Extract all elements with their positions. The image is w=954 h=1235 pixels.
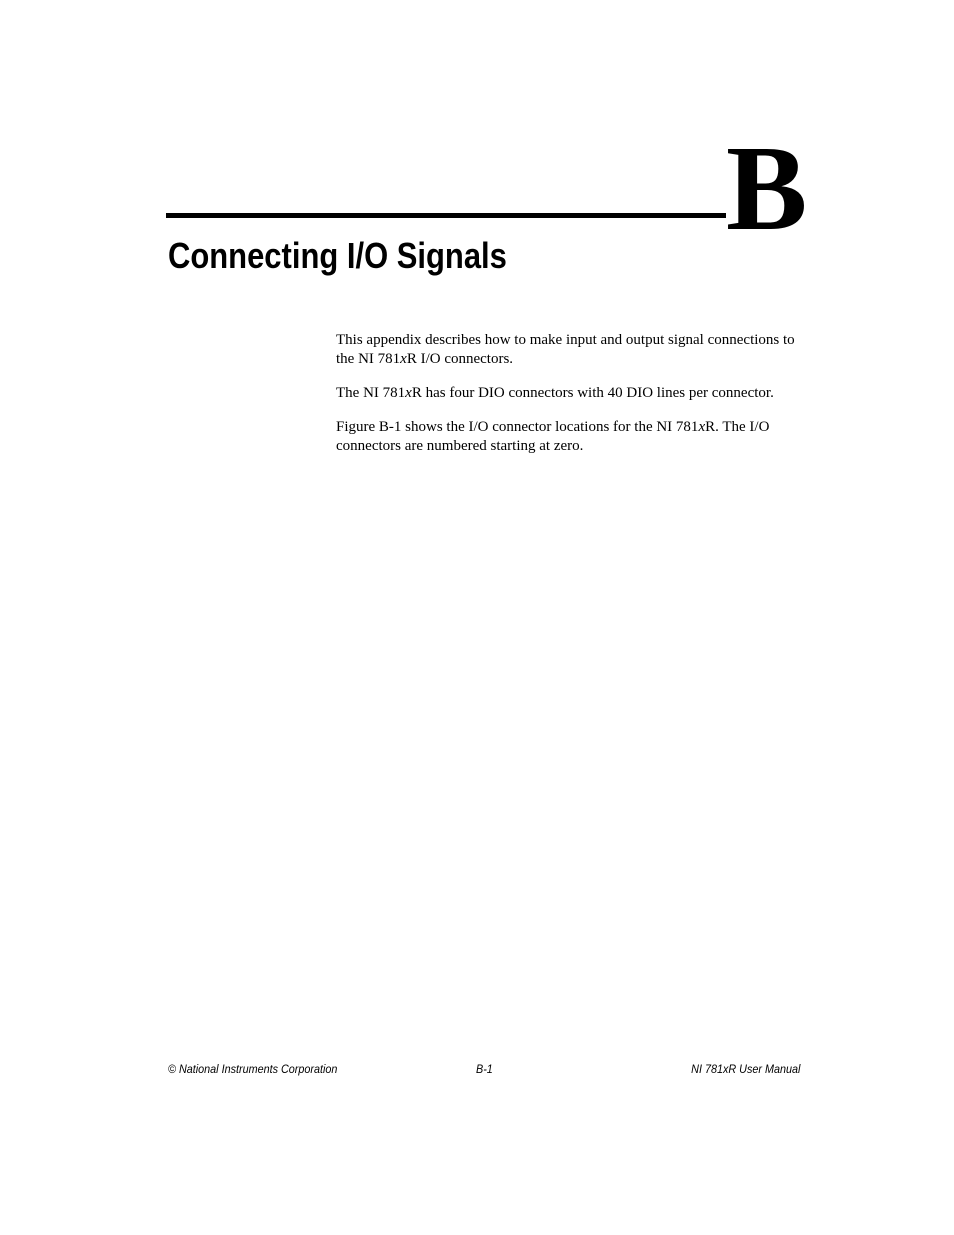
footer-manual-title: NI 781xR User Manual — [690, 1062, 800, 1076]
paragraph-figure-ref: Figure B-1 shows the I/O connector locations for the NI 781xR. The I/O connectors are numbered starting at zero. — [336, 419, 770, 454]
paragraph-dio: The NI 781xR has four DIO connectors with 40 DIO lines per connector. — [336, 385, 774, 401]
body-text — [336, 331, 806, 471]
paragraph-intro: This appendix describes how to make input and output signal connections to the NI 781xR I/O connectors. — [336, 332, 795, 367]
footer-copyright: © National Instruments Corporation — [168, 1062, 338, 1076]
footer-page-number: B-1 — [476, 1062, 493, 1076]
chapter-title: Connecting I/O Signals — [168, 235, 507, 276]
chapter-letter: B — [726, 121, 806, 256]
chapter-rule — [166, 213, 726, 218]
